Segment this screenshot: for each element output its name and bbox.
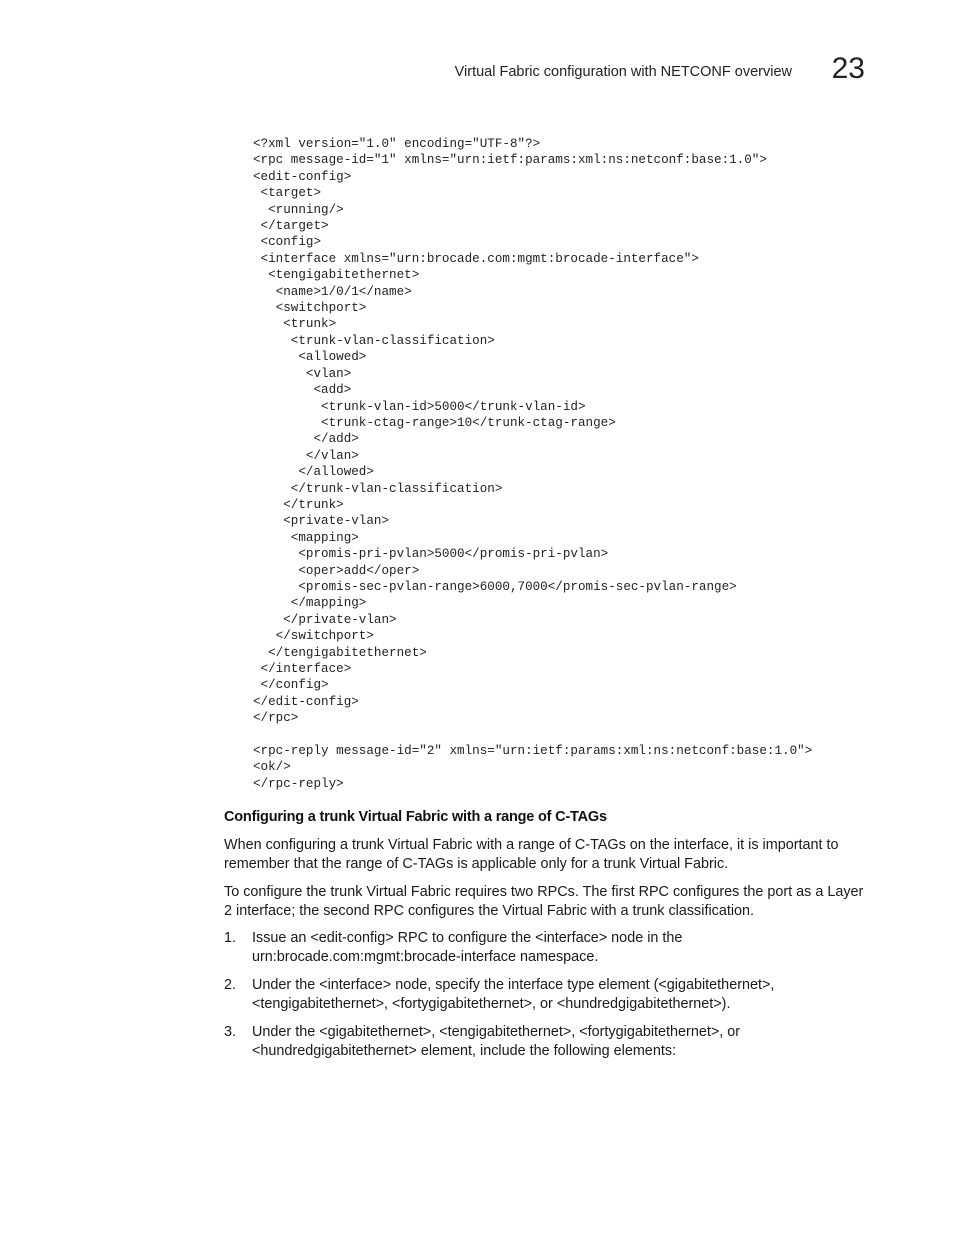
code-line: <name>1/0/1</name> xyxy=(253,284,412,299)
code-line: <promis-sec-pvlan-range>6000,7000</promis-sec-pvlan-range> xyxy=(253,579,737,594)
code-line: </add> xyxy=(253,432,359,447)
code-line: </trunk> xyxy=(253,497,344,512)
code-line: <trunk-vlan-id>5000</trunk-vlan-id> xyxy=(253,399,586,414)
code-line: <running/> xyxy=(253,202,344,217)
body-paragraph: When configuring a trunk Virtual Fabric with a range of C-TAGs on the interface, it is important to remember that the range of C-TAGs is applicable only for a trunk Virtual Fabric. xyxy=(224,837,839,872)
code-line: <vlan> xyxy=(253,366,352,381)
code-line: <oper>add</oper> xyxy=(253,563,420,578)
code-line: <ok/> xyxy=(253,760,291,775)
code-line xyxy=(253,727,812,743)
procedure-steps xyxy=(224,929,874,1071)
code-line: <trunk> xyxy=(253,317,337,332)
code-line: </tengigabitethernet> xyxy=(253,645,427,660)
code-line: </edit-config> xyxy=(253,694,359,709)
code-line: </target> xyxy=(253,219,329,234)
code-line: </rpc-reply> xyxy=(253,776,344,791)
code-line: </private-vlan> xyxy=(253,612,397,627)
xml-code-block xyxy=(253,136,812,792)
chapter-number: 23 xyxy=(831,52,865,85)
list-item xyxy=(224,1023,874,1061)
code-line: <add> xyxy=(253,383,352,398)
code-line: <private-vlan> xyxy=(253,514,390,529)
code-line: </switchport> xyxy=(253,629,374,644)
code-line: <tengigabitethernet> xyxy=(253,268,420,283)
code-line: <target> xyxy=(253,186,322,201)
list-item xyxy=(224,976,874,1014)
step-text: Under the <gigabitethernet>, <tengigabitethernet>, <fortygigabitethernet>, or <hundredgigabitethernet> element, include the following elements: xyxy=(252,1024,741,1060)
body-paragraph: To configure the trunk Virtual Fabric requires two RPCs. The first RPC configures the port as a Layer 2 interface; the second RPC configures the Virtual Fabric with a trunk classification. xyxy=(224,884,864,919)
code-line: </trunk-vlan-classification> xyxy=(253,481,503,496)
step-number: 3. xyxy=(224,1024,237,1041)
step-number: 2. xyxy=(224,977,237,994)
code-line: <mapping> xyxy=(253,530,359,545)
code-line: <allowed> xyxy=(253,350,367,365)
code-line: <rpc message-id="1" xmlns="urn:ietf:params:xml:ns:netconf:base:1.0"> xyxy=(253,153,767,168)
code-line: <trunk-ctag-range>10</trunk-ctag-range> xyxy=(253,415,616,430)
code-line: <promis-pri-pvlan>5000</promis-pri-pvlan> xyxy=(253,547,609,562)
code-line: <switchport> xyxy=(253,301,367,316)
code-line: </mapping> xyxy=(253,596,367,611)
code-line: <config> xyxy=(253,235,322,250)
list-item xyxy=(224,929,874,967)
code-line: <trunk-vlan-classification> xyxy=(253,333,495,348)
code-line: </config> xyxy=(253,678,329,693)
running-header-title: Virtual Fabric configuration with NETCONF overview xyxy=(454,64,792,80)
step-number: 1. xyxy=(224,930,237,946)
code-line: </vlan> xyxy=(253,448,359,463)
section-heading: Configuring a trunk Virtual Fabric with a range of C-TAGs xyxy=(224,809,607,825)
code-line: <edit-config> xyxy=(253,169,352,184)
step-text: Under the <interface> node, specify the interface type element (<gigabitethernet>, <tengigabitethernet>, <fortygigabitethernet>, or <hundredgigabitethernet>). xyxy=(252,977,775,1012)
code-line: </rpc> xyxy=(253,711,299,726)
code-line: </allowed> xyxy=(253,465,374,480)
code-line: </interface> xyxy=(253,662,352,676)
step-text: Issue an <edit-config> RPC to configure the <interface> node in the urn:brocade.com:mgmt:brocade-interface namespace. xyxy=(252,930,683,965)
code-line: <rpc-reply message-id="2" xmlns="urn:ietf:params:xml:ns:netconf:base:1.0"> xyxy=(253,744,813,759)
code-line: <interface xmlns="urn:brocade.com:mgmt:brocade-interface"> xyxy=(253,251,699,266)
code-line: <?xml version="1.0" encoding="UTF-8"?> xyxy=(253,137,541,151)
